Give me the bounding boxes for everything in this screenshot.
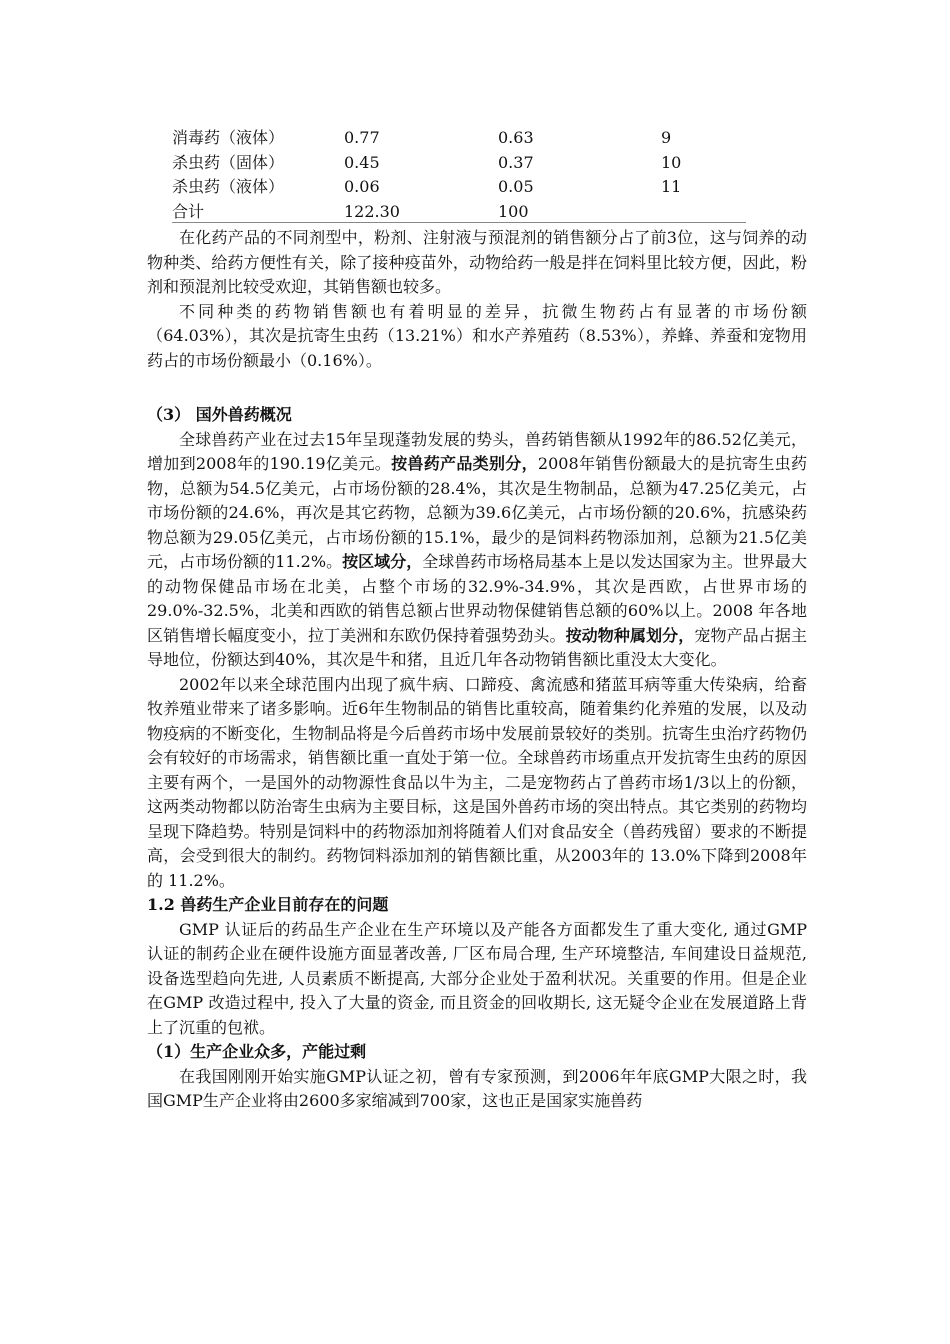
body-text: [147, 226, 807, 1114]
table-cell: 消毒药（液体）: [172, 128, 285, 147]
table-cell: 杀虫药（液体）: [172, 177, 285, 196]
bold-run: 按区域分，: [342, 552, 423, 571]
subsection-heading-overcapacity: （1）生产企业众多，产能过剩: [147, 1042, 367, 1061]
table-cell: 100: [498, 201, 529, 221]
table-row-total: [172, 200, 752, 225]
table-cell: 0.37: [498, 152, 534, 172]
table-cell: 0.77: [344, 128, 380, 147]
table-cell: 杀虫药（固体）: [172, 152, 285, 172]
table-cell: 0.06: [344, 177, 380, 196]
text-run: 全球兽药产业在过去15年呈现蓬勃发展的势头，兽药销售额从1992年的86.52亿美元，增加到2008年的190.19亿美元。: [147, 429, 807, 473]
paragraph-drug-categories: 不同种类的药物销售额也有着明显的差异，抗微生物药占有显著的市场份额（64.03%），其次是抗寄生虫药（13.21%）和水产养殖药（8.53%），养蜂、养蚕和宠物用药占的市场份额最小（0.16%）。: [147, 301, 807, 370]
text-run: 宠物产品占据主导地位，份额达到40%，其次是牛和猪，且近几年各动物销售额比重没太大变化。: [147, 625, 807, 669]
sales-table: [172, 126, 752, 224]
table-row: [172, 151, 752, 176]
table-cell: 9: [661, 128, 672, 147]
text-run: 2008年销售份额最大的是抗寄生虫药物，总额为54.5亿美元，占市场份额的28.4%，其次是生物制品，总额为47.25亿美元，占市场份额的24.6%，再次是其它药物，总额为39.6亿美元，占市场份额的20.6%，抗感染药物总额为29.05亿美元，占市场份额的15.1%，最少的是饲料药物添加剂，总额为21.5亿美元，占市场份额的11.2%。: [147, 454, 807, 571]
table-cell: 11: [661, 177, 682, 196]
bold-run: 按动物种属划分，: [565, 625, 695, 645]
bold-run: 按兽药产品类别分，: [391, 454, 538, 473]
table-row: [172, 126, 752, 151]
spacer: [147, 373, 807, 403]
table-cell: 122.30: [344, 201, 400, 221]
paragraph-global-market: [147, 428, 807, 673]
table-row: [172, 175, 752, 200]
table-cell: 0.05: [498, 177, 534, 196]
table-bottom-rule: [172, 222, 746, 223]
section-heading-foreign-overview: （3） 国外兽药概况: [147, 405, 292, 424]
table-cell: 0.45: [344, 152, 380, 172]
paragraph-gmp-forecast: 在我国刚刚开始实施GMP认证之初，曾有专家预测，到2006年年底GMP大限之时，我国GMP生产企业将由2600多家缩减到700家，这也正是国家实施兽药: [147, 1066, 807, 1110]
paragraph-gmp: GMP 认证后的药品生产企业在生产环境以及产能各方面都发生了重大变化, 通过GMP 认证的制药企业在硬件设施方面显著改善, 厂区布局合理, 生产环境整洁, 车间建设日益规范, 设备选型趋向先进, 人员素质不断提高, 大部分企业处于盈利状况。关重要的作用。但是企业在GMP 改造过程中, 投入了大量的资金, 而且资金的回收期长, 这无疑令企业在发展道路上背上了沉重的包袱。: [147, 919, 807, 1037]
table-cell: 10: [661, 152, 682, 172]
paragraph-disease-trends: 2002年以来全球范围内出现了疯牛病、口蹄疫、禽流感和猪蓝耳病等重大传染病，给畜牧养殖业带来了诸多影响。近6年生物制品的销售比重较高，随着集约化养殖的发展，以及动物疫病的不断变化，生物制品将是今后兽药市场中发展前景较好的类别。抗寄生虫治疗药物仍会有较好的市场需求，销售额比重一直处于第一位。全球兽药市场重点开发抗寄生虫药的原因主要有两个，一是国外的动物源性食品以牛为主，二是宠物药占了兽药市场1/3以上的份额，这两类动物都以防治寄生虫病为主要目标，这是国外兽药市场的突出特点。其它类别的药物均呈现下降趋势。特别是饲料中的药物添加剂将随着人们对食品安全（兽药残留）要求的不断提高，会受到很大的制约。药物饲料添加剂的销售额比重，从2003年的 13.0%下降到2008年的 11.2%。: [147, 674, 807, 890]
table-cell: 0.63: [498, 128, 534, 147]
paragraph-dosage-forms: 在化药产品的不同剂型中，粉剂、注射液与预混剂的销售额分占了前3位，这与饲养的动物种类、给药方便性有关，除了接种疫苗外，动物给药一般是拌在饲料里比较方便，因此，粉剂和预混剂比较受欢迎，其销售额也较多。: [147, 228, 807, 296]
table-cell: [661, 200, 741, 225]
table-cell: 合计: [172, 201, 205, 221]
text-run: 全球兽药市场格局基本上是以发达国家为主。世界最大的动物保健品市场在北美，占整个市场的32.9%-34.9%，其次是西欧，占世界市场的29.0%-32.5%，北美和西欧的销售总额占世界动物保健销售总额的60%以上。2008 年各地区销售增长幅度变小，拉丁美洲和东欧仍保持着强势劲头。: [147, 552, 807, 645]
section-heading-1-2: 1.2 兽药生产企业目前存在的问题: [147, 895, 389, 914]
